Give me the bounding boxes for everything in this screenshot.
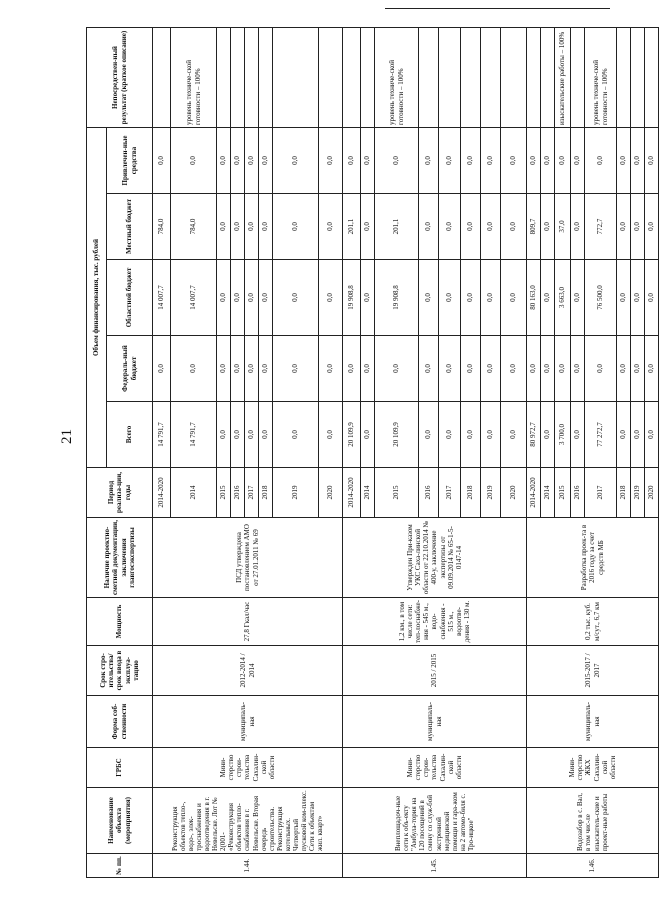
obj-name: Реконструкция объектов тепло-, водо-, элек-троснабжения и водоотведения в г. Невельске. Лот № 2(001- «Реконструкция объектов тепло-снабжения в г. Невельске. Вторая очередь строительства. Реконструкция котельных. Четвертый пусковой ком-плекс. Сети к объектам жил. кварт» — [153, 788, 343, 854]
cell-federal: 0,0 — [319, 336, 343, 402]
cell-total: 0,0 — [501, 402, 527, 468]
cell-period: 2014-2020 — [343, 468, 361, 518]
cell-total: 77 272,7 — [585, 402, 617, 468]
cell-total: 0,0 — [231, 402, 245, 468]
obj-power: 27,8 Гкал/час — [153, 598, 343, 646]
cell-total: 0,0 — [645, 402, 659, 468]
cell-total: 20 109,9 — [375, 402, 419, 468]
header-power: Мощность — [87, 598, 153, 646]
cell-result — [245, 28, 259, 128]
cell-federal: 0,0 — [585, 336, 617, 402]
cell-local: 0,0 — [617, 194, 631, 260]
cell-federal: 0,0 — [461, 336, 481, 402]
cell-period: 2018 — [259, 468, 273, 518]
cell-regional: 0,0 — [419, 260, 439, 336]
cell-local: 0,0 — [259, 194, 273, 260]
cell-result — [319, 28, 343, 128]
cell-result: уровень техниче-ской готовности – 100% — [375, 28, 419, 128]
obj-term: 2012-2014 / 2014 — [153, 646, 343, 696]
cell-attracted: 0,0 — [461, 128, 481, 194]
header-result: Непосредствен-ный результат (краткое описание) — [87, 28, 153, 128]
cell-attracted: 0,0 — [585, 128, 617, 194]
cell-period: 2018 — [617, 468, 631, 518]
cell-regional: 19 908,8 — [343, 260, 361, 336]
cell-federal: 0,0 — [541, 336, 555, 402]
cell-result — [541, 28, 555, 128]
cell-regional: 3 663,0 — [555, 260, 571, 336]
cell-total: 0,0 — [481, 402, 501, 468]
cell-attracted: 0,0 — [361, 128, 375, 194]
cell-total: 0,0 — [461, 402, 481, 468]
header-local: Местный бюджет — [107, 194, 153, 260]
cell-period: 2016 — [231, 468, 245, 518]
cell-regional: 0,0 — [541, 260, 555, 336]
cell-local: 772,7 — [585, 194, 617, 260]
cell-period: 2015 — [217, 468, 231, 518]
obj-name: Водозабор в с. Вал, в том чис-ле изыскатель-ские и проект-ные работы — [527, 788, 659, 854]
cell-federal: 0,0 — [217, 336, 231, 402]
cell-total: 0,0 — [361, 402, 375, 468]
cell-total: 0,0 — [571, 402, 585, 468]
cell-attracted: 0,0 — [273, 128, 319, 194]
cell-local: 0,0 — [361, 194, 375, 260]
obj-grbs: Мини-стерство строи-тельства Сахалин-ской области — [343, 748, 527, 788]
cell-local: 201,1 — [343, 194, 361, 260]
obj-psd: ПСД утверждена постановлением АМО от 27.01.2011 № 69 — [153, 518, 343, 598]
cell-attracted: 0,0 — [375, 128, 419, 194]
header-grbs: ГРБС — [87, 748, 153, 788]
cell-result: уровень техниче-ской готовности – 100% — [585, 28, 617, 128]
cell-federal: 0,0 — [571, 336, 585, 402]
cell-local: 0,0 — [419, 194, 439, 260]
obj-psd: Разработка проек-та в 2016 году за счет средств МБ — [527, 518, 659, 598]
rotated-table-container — [86, 28, 656, 878]
cell-regional: 14 007,7 — [153, 260, 171, 336]
cell-federal: 0,0 — [375, 336, 419, 402]
cell-attracted: 0,0 — [259, 128, 273, 194]
cell-total: 0,0 — [319, 402, 343, 468]
cell-federal: 0,0 — [631, 336, 645, 402]
cell-period: 2018 — [461, 468, 481, 518]
cell-total: 0,0 — [419, 402, 439, 468]
cell-total: 0,0 — [631, 402, 645, 468]
obj-form: муниципаль-ная — [343, 696, 527, 748]
cell-federal: 0,0 — [439, 336, 461, 402]
cell-total: 20 109,9 — [343, 402, 361, 468]
cell-total: 14 791,7 — [171, 402, 217, 468]
cell-regional: 0,0 — [645, 260, 659, 336]
cell-federal: 0,0 — [527, 336, 541, 402]
cell-regional: 0,0 — [461, 260, 481, 336]
cell-period: 2020 — [501, 468, 527, 518]
cell-federal: 0,0 — [555, 336, 571, 402]
top-rule — [385, 8, 610, 9]
cell-local: 0,0 — [217, 194, 231, 260]
cell-regional: 0,0 — [617, 260, 631, 336]
header-federal: Федераль-ный бюджет — [107, 336, 153, 402]
cell-attracted: 0,0 — [217, 128, 231, 194]
obj-name: Внеплощадоч-ные сети к объ-екту "Амбула-тория на 120 посещений в смену со служ-бой экстренной медицинской помощи и гара-жом на 2 автомо-биля с. Тро-ицкое" — [343, 788, 527, 854]
cell-federal: 0,0 — [645, 336, 659, 402]
cell-regional: 0,0 — [273, 260, 319, 336]
cell-result — [217, 28, 231, 128]
cell-federal: 0,0 — [361, 336, 375, 402]
header-total: Всего — [107, 402, 153, 468]
header-period: Период реализа-ции, годы — [87, 468, 153, 518]
obj-grbs: Мини-стерство строи-тельства Сахалин-ской области — [153, 748, 343, 788]
cell-result — [617, 28, 631, 128]
cell-regional: 0,0 — [361, 260, 375, 336]
cell-regional: 0,0 — [439, 260, 461, 336]
obj-term: 2015 / 2015 — [343, 646, 527, 696]
cell-local: 0,0 — [439, 194, 461, 260]
table-row — [343, 28, 361, 878]
cell-total: 14 791,7 — [153, 402, 171, 468]
cell-federal: 0,0 — [259, 336, 273, 402]
cell-result — [343, 28, 361, 128]
cell-result — [419, 28, 439, 128]
cell-attracted: 0,0 — [541, 128, 555, 194]
cell-result — [571, 28, 585, 128]
cell-period: 2017 — [439, 468, 461, 518]
cell-period: 2017 — [585, 468, 617, 518]
cell-local: 37,0 — [555, 194, 571, 260]
cell-total: 0,0 — [439, 402, 461, 468]
header-regional: Областной бюджет — [107, 260, 153, 336]
cell-result: изыскательские работы – 100% — [555, 28, 571, 128]
cell-regional: 19 908,8 — [375, 260, 419, 336]
cell-attracted: 0,0 — [501, 128, 527, 194]
cell-attracted: 0,0 — [245, 128, 259, 194]
cell-attracted: 0,0 — [343, 128, 361, 194]
cell-local: 0,0 — [319, 194, 343, 260]
cell-regional: 0,0 — [631, 260, 645, 336]
obj-form: муниципаль-ная — [527, 696, 659, 748]
header-name: Наименование объекта (мероприятия) — [87, 788, 153, 854]
cell-regional: 76 500,0 — [585, 260, 617, 336]
cell-attracted: 0,0 — [171, 128, 217, 194]
cell-local: 0,0 — [631, 194, 645, 260]
cell-attracted: 0,0 — [439, 128, 461, 194]
cell-attracted: 0,0 — [153, 128, 171, 194]
cell-period: 2016 — [419, 468, 439, 518]
cell-regional: 0,0 — [571, 260, 585, 336]
cell-regional: 80 163,0 — [527, 260, 541, 336]
cell-total: 3 700,0 — [555, 402, 571, 468]
cell-period: 2017 — [245, 468, 259, 518]
cell-result — [501, 28, 527, 128]
cell-local: 201,1 — [375, 194, 419, 260]
cell-period: 2015 — [555, 468, 571, 518]
cell-period: 2016 — [571, 468, 585, 518]
cell-total: 80 972,7 — [527, 402, 541, 468]
obj-power: 1,2 км., в том числе сети: теп-лоснабже-ния - 545 м., водо-снабжения - 515 м., водоотве-дения - 130 м. — [343, 598, 527, 646]
cell-result — [439, 28, 461, 128]
obj-power: 0,2 тыс. куб. м/сут., 6,7 км — [527, 598, 659, 646]
cell-period: 2015 — [375, 468, 419, 518]
table-row — [527, 28, 541, 878]
obj-psd: Утвержден При-казом УКС Саха-линской области от 22.10.2014 № 400-у, заключение экспертизы от 09.09.2014 № 65-1-5-0147-14 — [343, 518, 527, 598]
cell-regional: 0,0 — [501, 260, 527, 336]
table-row — [153, 28, 171, 878]
cell-period: 2019 — [273, 468, 319, 518]
cell-period: 2014 — [361, 468, 375, 518]
cell-result — [645, 28, 659, 128]
header-term: Срок стро-ительства/ срок ввода в эксплуа-тацию — [87, 646, 153, 696]
cell-attracted: 0,0 — [419, 128, 439, 194]
cell-federal: 0,0 — [245, 336, 259, 402]
cell-federal: 0,0 — [273, 336, 319, 402]
cell-local: 0,0 — [481, 194, 501, 260]
cell-regional: 0,0 — [231, 260, 245, 336]
cell-local: 0,0 — [461, 194, 481, 260]
cell-federal: 0,0 — [171, 336, 217, 402]
obj-form: муниципаль-ная — [153, 696, 343, 748]
cell-attracted: 0,0 — [527, 128, 541, 194]
cell-period: 2014 — [171, 468, 217, 518]
cell-federal: 0,0 — [343, 336, 361, 402]
cell-total: 0,0 — [245, 402, 259, 468]
cell-result — [527, 28, 541, 128]
cell-total: 0,0 — [217, 402, 231, 468]
cell-regional: 0,0 — [319, 260, 343, 336]
cell-period: 2014 — [541, 468, 555, 518]
cell-local: 0,0 — [245, 194, 259, 260]
cell-regional: 0,0 — [259, 260, 273, 336]
cell-local: 0,0 — [501, 194, 527, 260]
cell-result: уровень техниче-ской готовности – 100% — [171, 28, 217, 128]
cell-result — [361, 28, 375, 128]
cell-regional: 0,0 — [481, 260, 501, 336]
cell-period: 2019 — [631, 468, 645, 518]
cell-total: 0,0 — [617, 402, 631, 468]
cell-local: 809,7 — [527, 194, 541, 260]
cell-period: 2020 — [645, 468, 659, 518]
cell-result — [631, 28, 645, 128]
cell-local: 784,0 — [153, 194, 171, 260]
cell-attracted: 0,0 — [319, 128, 343, 194]
header-attracted: Привлечен-ные средства — [107, 128, 153, 194]
cell-result — [461, 28, 481, 128]
cell-result — [231, 28, 245, 128]
cell-local: 0,0 — [571, 194, 585, 260]
cell-federal: 0,0 — [419, 336, 439, 402]
cell-local: 0,0 — [273, 194, 319, 260]
table-body — [153, 28, 659, 878]
cell-local: 0,0 — [231, 194, 245, 260]
obj-num: 1.44. — [153, 854, 343, 878]
cell-result — [153, 28, 171, 128]
cell-attracted: 0,0 — [231, 128, 245, 194]
cell-attracted: 0,0 — [555, 128, 571, 194]
cell-attracted: 0,0 — [617, 128, 631, 194]
page-number: 21 — [59, 429, 75, 444]
cell-local: 0,0 — [645, 194, 659, 260]
cell-attracted: 0,0 — [481, 128, 501, 194]
cell-federal: 0,0 — [153, 336, 171, 402]
cell-regional: 0,0 — [245, 260, 259, 336]
funding-table — [86, 27, 659, 878]
cell-federal: 0,0 — [481, 336, 501, 402]
cell-attracted: 0,0 — [631, 128, 645, 194]
cell-total: 0,0 — [273, 402, 319, 468]
cell-total: 0,0 — [259, 402, 273, 468]
obj-num: 1.45. — [343, 854, 527, 878]
cell-result — [259, 28, 273, 128]
cell-federal: 0,0 — [617, 336, 631, 402]
cell-period: 2014-2020 — [153, 468, 171, 518]
cell-local: 784,0 — [171, 194, 217, 260]
cell-result — [481, 28, 501, 128]
cell-attracted: 0,0 — [571, 128, 585, 194]
cell-local: 0,0 — [541, 194, 555, 260]
header-form: Форма соб-ственности — [87, 696, 153, 748]
cell-result — [273, 28, 319, 128]
cell-federal: 0,0 — [501, 336, 527, 402]
cell-total: 0,0 — [541, 402, 555, 468]
cell-federal: 0,0 — [231, 336, 245, 402]
cell-period: 2020 — [319, 468, 343, 518]
header-funding: Объем финансирования, тыс. рублей — [87, 128, 107, 468]
obj-term: 2015-2017 / 2017 — [527, 646, 659, 696]
cell-attracted: 0,0 — [645, 128, 659, 194]
header-num: № пп. — [87, 854, 153, 878]
cell-regional: 14 007,7 — [171, 260, 217, 336]
obj-grbs: Мини-стерство ЖКХ Сахалин-ской области — [527, 748, 659, 788]
cell-regional: 0,0 — [217, 260, 231, 336]
cell-period: 2019 — [481, 468, 501, 518]
header-psd: Наличие проектно-сметной документации, заключения главгосэкспертизы — [87, 518, 153, 598]
cell-period: 2014-2020 — [527, 468, 541, 518]
obj-num: 1.46. — [527, 854, 659, 878]
